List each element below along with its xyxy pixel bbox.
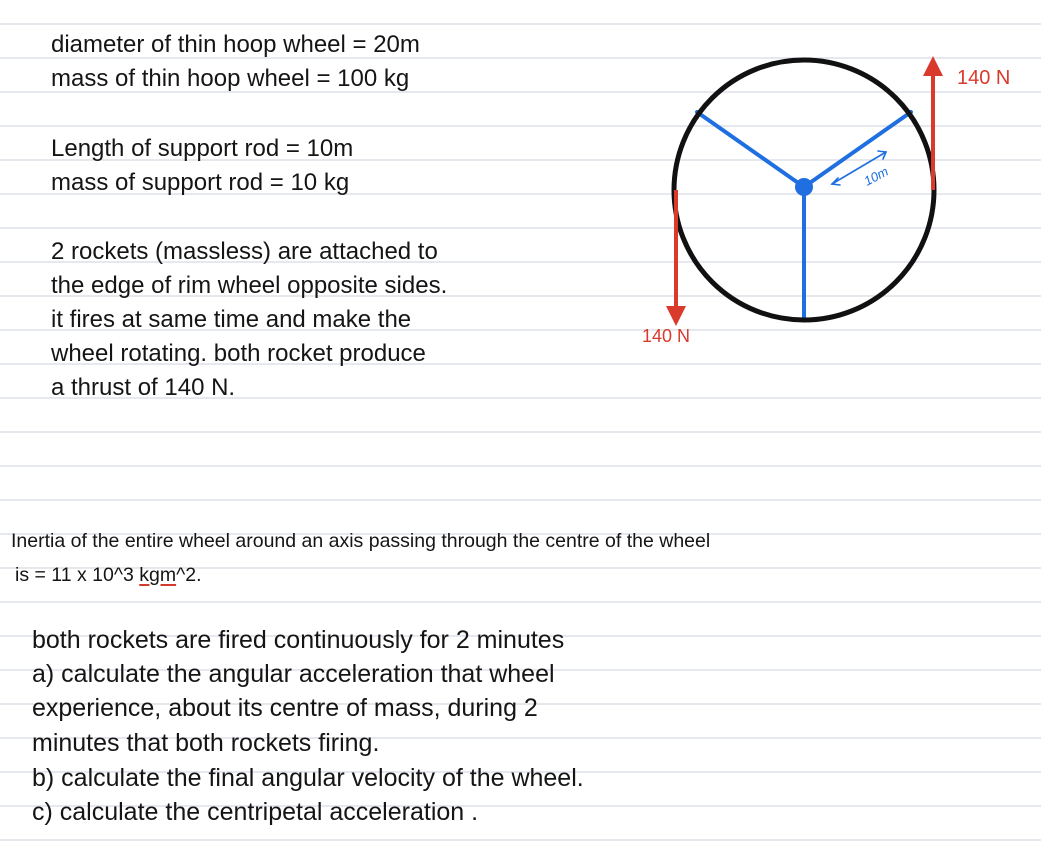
- given-rockets-line5: a thrust of 140 N.: [51, 374, 236, 401]
- inertia-unit: kgm: [139, 564, 177, 586]
- given-rod-mass: mass of support rod = 10 kg: [51, 169, 350, 196]
- support-rod-upper-left: [697, 112, 804, 187]
- question-a-line2: experience, about its centre of mass, during 2: [32, 694, 538, 722]
- inertia-statement-line2: [15, 564, 202, 587]
- given-rockets-line4: wheel rotating. both rocket produce: [51, 340, 426, 367]
- force-label-left: 140 N: [642, 326, 691, 346]
- given-rockets-line3: it fires at same time and make the: [51, 306, 412, 333]
- inertia-exponent: ^2.: [176, 564, 202, 586]
- question-a-line1: a) calculate the angular acceleration that wheel: [32, 660, 555, 688]
- support-rod-upper-right: [804, 112, 911, 187]
- question-a-line3: minutes that both rockets firing.: [32, 729, 380, 757]
- given-rockets-line2: the edge of rim wheel opposite sides.: [51, 272, 448, 299]
- force-label-right: 140 N: [957, 67, 1011, 89]
- wheel-hub: [795, 178, 813, 196]
- question-c: c) calculate the centripetal acceleration .: [32, 798, 479, 826]
- question-b: b) calculate the final angular velocity of the wheel.: [32, 764, 584, 792]
- given-mass-hoop: mass of thin hoop wheel = 100 kg: [51, 65, 410, 92]
- inertia-statement-line1: Inertia of the entire wheel around an axis passing through the centre of the wheel: [11, 530, 711, 552]
- support-rods: [697, 112, 911, 320]
- question-intro: both rockets are fired continuously for 2 minutes: [32, 626, 565, 654]
- rod-length-label: 10m: [861, 163, 891, 189]
- inertia-value: is = 11 x 10^3: [15, 564, 140, 586]
- given-diameter: diameter of thin hoop wheel = 20m: [51, 31, 420, 58]
- given-rod-length: Length of support rod = 10m: [51, 135, 354, 162]
- given-rockets-line1: 2 rockets (massless) are attached to: [51, 238, 438, 265]
